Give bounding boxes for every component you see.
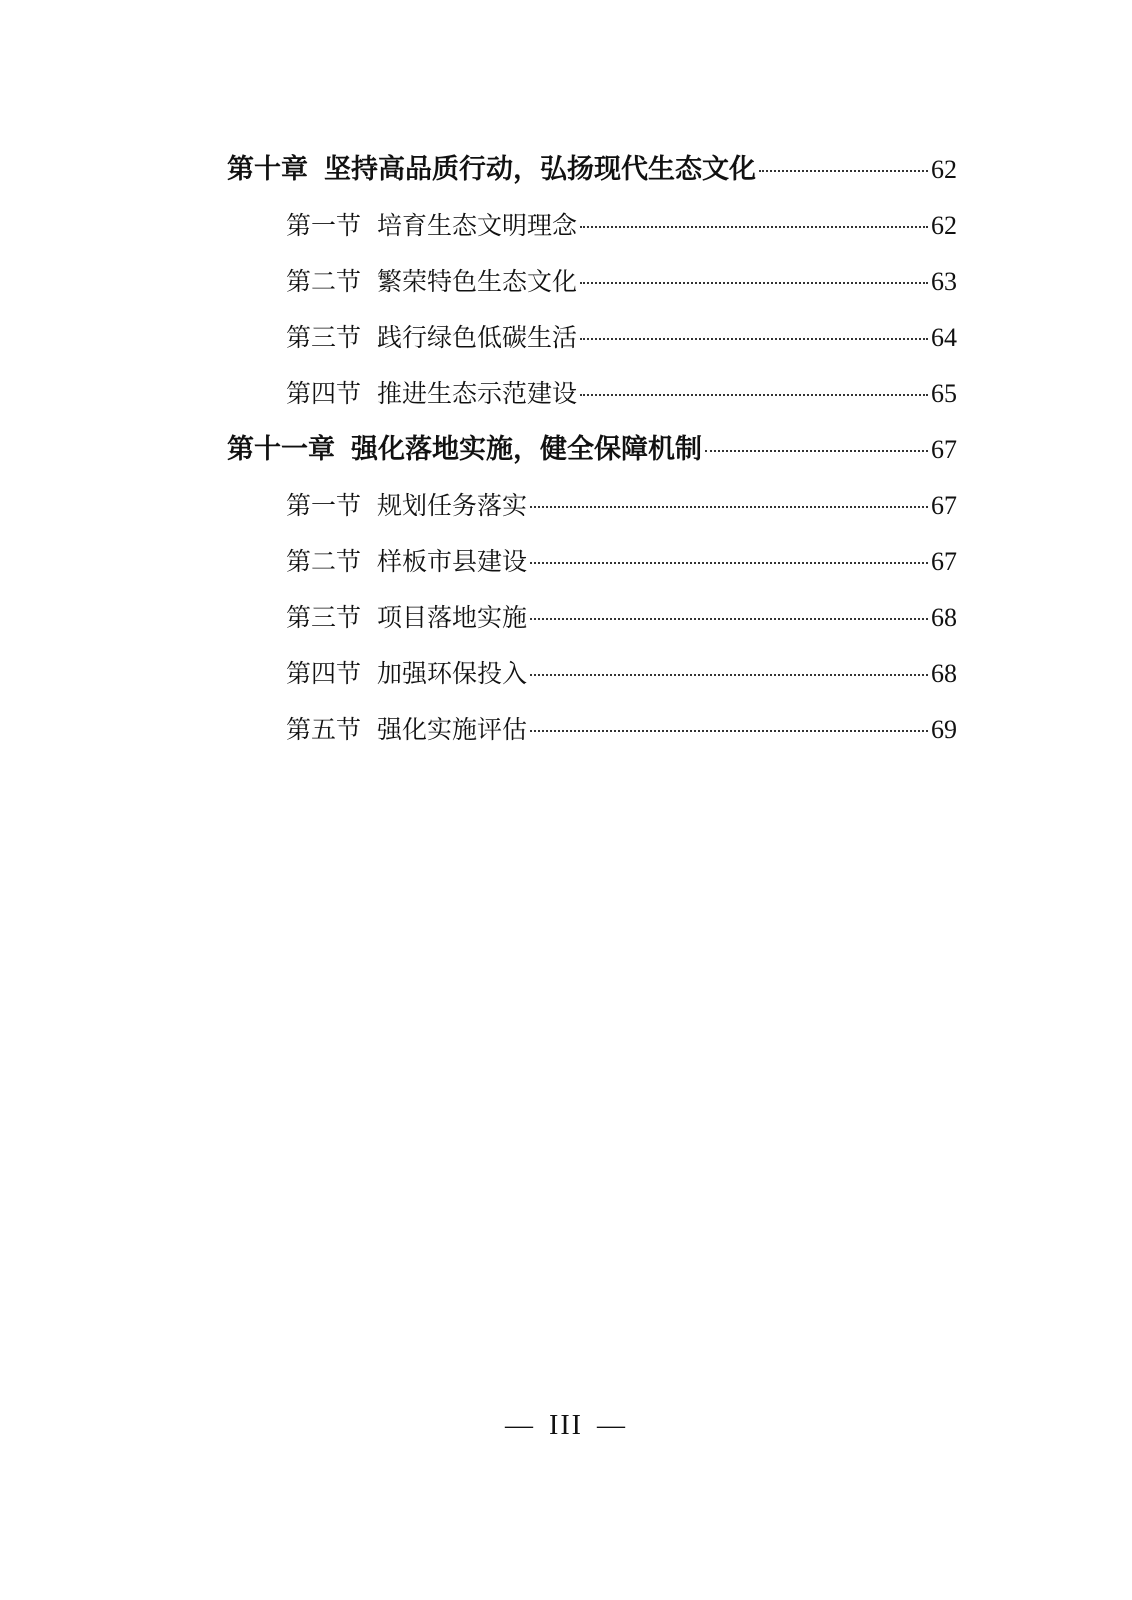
toc-section[interactable] (286, 374, 957, 414)
section-number: 第四节 (286, 379, 362, 408)
dot-leader (580, 226, 928, 228)
page-number: 67 (931, 547, 957, 576)
dot-leader (530, 562, 928, 564)
footer-dash-right: — (596, 1410, 627, 1441)
page-number: 69 (931, 715, 957, 744)
section-number: 第四节 (286, 659, 362, 688)
dot-leader (580, 338, 928, 340)
page-number: 64 (931, 323, 957, 352)
dot-leader (530, 730, 928, 732)
toc-section[interactable] (286, 262, 957, 302)
toc-section[interactable] (286, 598, 957, 638)
section-title: 强化实施评估 (377, 715, 528, 744)
toc-section[interactable] (286, 486, 957, 526)
section-number: 第五节 (286, 715, 362, 744)
section-title: 项目落地实施 (377, 603, 528, 632)
page-number: 62 (931, 211, 957, 240)
page-number: 65 (931, 379, 957, 408)
toc-chapter-11[interactable] (227, 430, 957, 470)
section-number: 第三节 (286, 323, 362, 352)
section-title: 加强环保投入 (377, 659, 528, 688)
dot-leader (580, 394, 928, 396)
section-title: 样板市县建设 (377, 547, 528, 576)
page-number: 63 (931, 267, 957, 296)
section-number: 第二节 (286, 267, 362, 296)
dot-leader (580, 282, 928, 284)
toc-section[interactable] (286, 654, 957, 694)
page-footer (0, 1410, 1132, 1442)
dot-leader (530, 618, 928, 620)
toc-section[interactable] (286, 710, 957, 750)
section-number: 第一节 (286, 211, 362, 240)
toc-section[interactable] (286, 206, 957, 246)
section-title: 推进生态示范建设 (377, 379, 578, 408)
section-title: 繁荣特色生态文化 (377, 267, 578, 296)
footer-dash-left: — (505, 1410, 535, 1441)
dot-leader (759, 170, 928, 172)
chapter-number: 第十一章 (227, 434, 335, 465)
section-number: 第一节 (286, 491, 362, 520)
toc-chapter-10[interactable] (227, 150, 957, 190)
dot-leader (530, 674, 928, 676)
section-number: 第二节 (286, 547, 362, 576)
section-title: 培育生态文明理念 (377, 211, 578, 240)
chapter-title: 坚持高品质行动，弘扬现代生态文化 (324, 154, 756, 185)
footer-page-number: III (549, 1410, 583, 1441)
section-number: 第三节 (286, 603, 362, 632)
page-number: 67 (931, 435, 957, 464)
chapter-number: 第十章 (227, 154, 308, 185)
page-number: 62 (931, 155, 957, 184)
page-number: 68 (931, 603, 957, 632)
dot-leader (705, 450, 928, 452)
section-title: 践行绿色低碳生活 (377, 323, 578, 352)
toc-section[interactable] (286, 542, 957, 582)
page-number: 67 (931, 491, 957, 520)
dot-leader (530, 506, 928, 508)
chapter-title: 强化落地实施，健全保障机制 (351, 434, 702, 465)
page-number: 68 (931, 659, 957, 688)
section-title: 规划任务落实 (377, 491, 528, 520)
toc-section[interactable] (286, 318, 957, 358)
